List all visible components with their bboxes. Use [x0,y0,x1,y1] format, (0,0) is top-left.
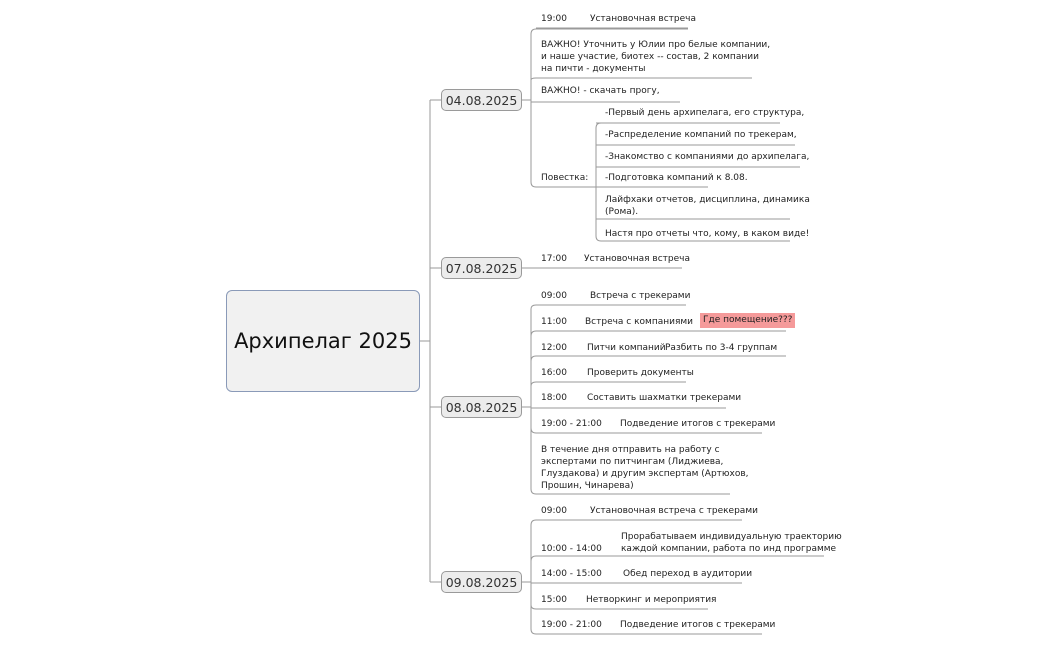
agenda-label: Повестка: [541,173,589,183]
date-label: 08.08.2025 [445,399,518,415]
event-line: каждой компании, работа по инд программе [621,544,837,554]
event-label: Установочная встреча [590,14,696,24]
event-label: Составить шахматки трекерами [587,393,742,403]
event-label: Подведение итогов с трекерами [620,620,776,630]
time-label: 11:00 [541,317,567,327]
note-label: ВАЖНО! - скачать прогу, [541,86,660,96]
time-label: 09:00 [541,291,567,301]
date-label: 07.08.2025 [445,260,518,276]
time-label: 19:00 - 21:00 [541,620,602,630]
time-label: 16:00 [541,368,567,378]
date-node-09-08[interactable] [441,571,522,593]
time-label: 19:00 [541,14,567,24]
date-label: 09.08.2025 [445,574,518,590]
time-label: 19:00 - 21:00 [541,419,602,429]
agenda-item[interactable]: -Знакомство с компаниями до архипелага, [605,152,810,162]
agenda-item[interactable]: -Подготовка компаний к 8.08. [605,173,748,183]
date-label: 04.08.2025 [445,92,518,108]
event-label: Обед переход в аудитории [623,569,753,579]
time-label: 09:00 [541,506,567,516]
central-topic-label: Архипелаг 2025 [234,329,412,353]
note-line: В течение дня отправить на работу с [541,445,720,455]
note-line: и наше участие, биотех -- состав, 2 компании [541,52,759,62]
agenda-item[interactable]: Настя про отчеты что, кому, в каком виде! [605,229,810,239]
date-node-08-08[interactable] [441,396,522,418]
note-line: на пичти - документы [541,64,646,74]
event-label: Встреча с компаниями [585,317,694,327]
event-label: Питчи компаний [587,343,666,353]
event-label: Подведение итогов с трекерами [620,419,776,429]
event-label: Проверить документы [587,368,694,378]
time-label: 18:00 [541,393,567,403]
agenda-item-line[interactable]: (Рома). [605,207,639,217]
date-node-04-08[interactable] [441,89,522,111]
central-topic[interactable] [226,290,420,392]
time-label: 15:00 [541,595,567,605]
note-label[interactable]: Разбить по 3-4 группам [665,343,778,353]
event-label: Нетворкинг и мероприятия [586,595,717,605]
note-line: экспертами по питчингам (Лиджиева, [541,457,724,467]
agenda-item-line[interactable]: Лайфхаки отчетов, дисциплина, динамика [605,195,810,205]
time-label: 12:00 [541,343,567,353]
event-line: Прорабатываем индивидуальную траекторию [621,532,842,542]
time-label: 10:00 - 14:00 [541,544,602,554]
note-line: ВАЖНО! Уточнить у Юлии про белые компании, [541,40,771,50]
event-label: Установочная встреча [584,254,690,264]
date-node-07-08[interactable] [441,257,522,279]
event-label: Встреча с трекерами [590,291,691,301]
time-label: 14:00 - 15:00 [541,569,602,579]
agenda-item[interactable]: -Первый день архипелага, его структура, [605,108,805,118]
highlight-note-room[interactable]: Где помещение??? [700,313,795,328]
note-line: Глуздакова) и другим экспертам (Артюхов, [541,469,749,479]
note-line: Прошин, Чинарева) [541,481,634,491]
time-label: 17:00 [541,254,567,264]
agenda-item[interactable]: -Распределение компаний по трекерам, [605,130,797,140]
event-label: Установочная встреча с трекерами [590,506,758,516]
